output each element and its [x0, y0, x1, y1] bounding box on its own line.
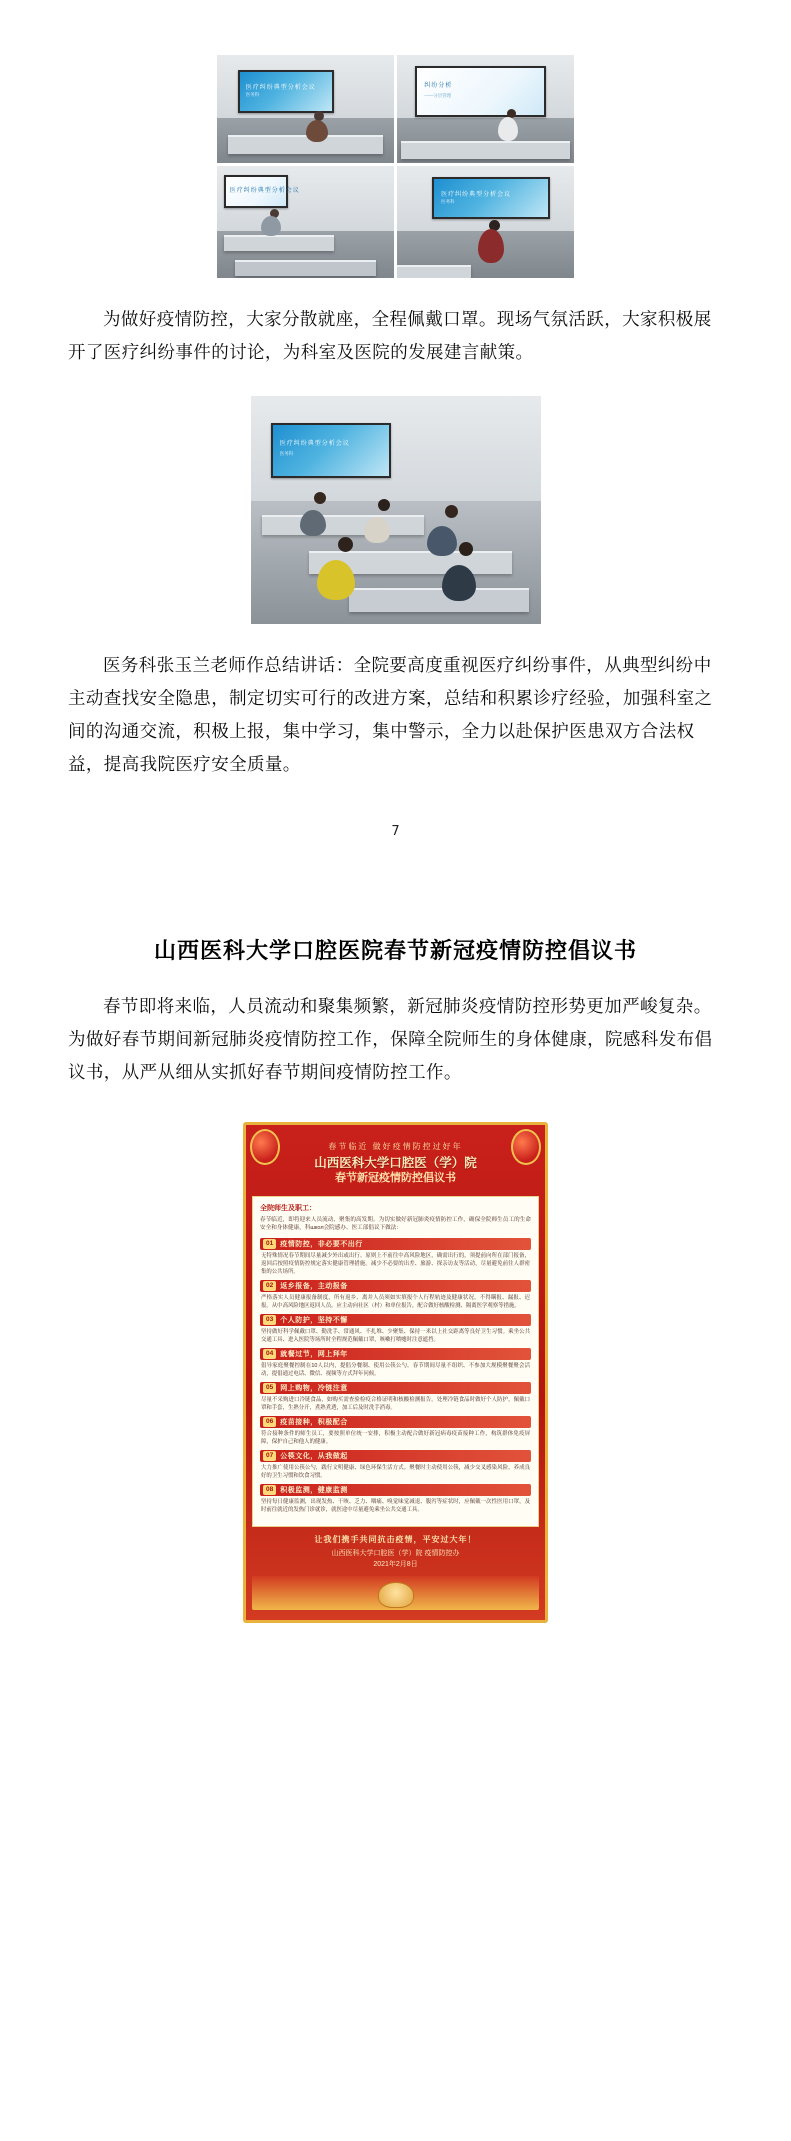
poster-body	[252, 1196, 539, 1527]
screen-sub-2: ——分层管理	[424, 92, 452, 98]
poster-item	[260, 1484, 531, 1514]
poster-salutation: 全院师生及职工：	[260, 1205, 316, 1212]
poster-item-number: 07	[263, 1451, 276, 1461]
screen-title-single: 医疗纠纷典型分析会议	[279, 441, 350, 448]
meeting-photo-top-left	[217, 55, 394, 163]
poster-item-title: 返乡报备，主动报备	[280, 1282, 348, 1290]
poster-item	[260, 1416, 531, 1446]
poster-title-line2: 春节新冠疫情防控倡议书	[335, 1172, 456, 1184]
poster-slogan: 让我们携手共同抗击疫情，平安过大年！	[314, 1534, 477, 1544]
poster-header	[252, 1131, 539, 1190]
poster-item-text: 倡导家庭聚餐控制在10人以内，提倡分餐制、使用公筷公勺。春节期间尽量不组织、不参加大规模聚餐聚会活动，提倡通过电话、微信、视频等方式拜年问候。	[261, 1362, 530, 1377]
poster-footer	[252, 1548, 539, 1576]
poster-item	[260, 1382, 531, 1412]
paragraph-one: 为做好疫情防控，大家分散就座，全程佩戴口罩。现场气氛活跃，大家积极展开了医疗纠纷事件的讨论，为科室及医院的发展建言献策。	[68, 310, 712, 363]
poster-intro: 春节临近，即将迎来人员流动、聚集的高发期。为切实做好新冠肺炎疫情防控工作，确保全院师生员工的生命安全和身体健康，科школ会院感办、医工部倡议下做法：	[260, 1217, 531, 1232]
poster-item-text: 坚持做好科学佩戴口罩、勤洗手、常通风、不扎堆、少聚集、保持一米以上社交距离等良好卫生习惯。乘坐公共交通工具、进入医院等场所时全程规范佩戴口罩，咳嗽打喷嚏时注意遮挡。	[261, 1328, 530, 1343]
poster-item-text: 符合接种条件的师生员工，要按照单位统一安排，积极主动配合做好新冠病毒疫苗接种工作，构筑群体免疫屏障，保护自己和他人的健康。	[261, 1430, 530, 1445]
paragraph-three: 春节即将来临，人员流动和聚集频繁，新冠肺炎疫情防控形势更加严峻复杂。为做好春节期间新冠肺炎疫情防控工作，保障全院师生的身体健康，院感科发布倡议书，从严从细从实抓好春节期间疫情防控工作。	[68, 997, 713, 1083]
poster-footer-org: 山西医科大学口腔医（学）院 疫情防控办	[331, 1549, 460, 1557]
paragraph-two: 医务科张玉兰老师作总结讲话：全院要高度重视医疗纠纷事件，从典型纠纷中主动查找安全隐患，制定切实可行的改进方案，总结和积累诊疗经验，加强科室之间的沟通交流，积极上报，集中学习，集中警示，全力以赴保护医患双方合法权益，提高我院医疗安全质量。	[68, 656, 713, 775]
poster-item-text: 严格落实人员健康报备制度，所有返乡、离并人员须如实填报个人行程轨迹及健康状况，不得瞒报、漏报、迟报。从中高风险地区返回人员，应主动向社区（村）和单位报告，配合做好核酸检测、隔离医学观察等措施。	[261, 1294, 530, 1309]
poster-item-title: 公筷文化，从我做起	[280, 1452, 348, 1460]
photo-grid-section	[0, 0, 791, 278]
screen-title-3: 医疗纠纷典型分析会议	[229, 187, 300, 194]
poster-item	[260, 1280, 531, 1310]
poster-title-line1: 山西医科大学口腔医（学）院	[314, 1156, 477, 1170]
poster-kicker: 春节临近 做好疫情防控过好年	[328, 1142, 463, 1151]
poster-item	[260, 1314, 531, 1344]
meeting-photo-top-right	[397, 55, 574, 163]
screen-title-2: 纠纷分析	[424, 83, 453, 90]
poster-item-number: 06	[263, 1417, 276, 1427]
ox-mascot-icon	[378, 1582, 414, 1608]
poster-item-title: 疫情防控，非必要不出行	[280, 1240, 363, 1248]
poster-item-text: 无特殊情况春节期间尽量减少外出或出行。原则上不前往中高风险地区，确需出行的，须提前向所在部门报备，返回后按照疫情防控规定落实健康管理措施。减少不必要的出差、旅游、探亲访友等活动，尽量避免前往人群密集的公共场所。	[261, 1252, 530, 1275]
lantern-icon-right	[511, 1129, 541, 1165]
screen-sub-1: 医务科	[245, 92, 260, 98]
screen-sub-single: 医务科	[279, 451, 294, 457]
single-photo-section	[0, 370, 791, 624]
poster-item-number: 01	[263, 1239, 276, 1249]
poster-item-title: 就餐过节，网上拜年	[280, 1350, 348, 1358]
poster-item-text: 坚持每日健康监测，出现发热、干咳、乏力、咽痛、嗅觉味觉减退、腹泻等症状时，应佩戴一次性医用口罩，及时前往就近的发热门诊就诊，就医途中尽量避免乘坐公共交通工具。	[261, 1498, 530, 1513]
poster-item	[260, 1348, 531, 1378]
poster-item-title: 疫苗接种，积极配合	[280, 1418, 348, 1426]
page-number: 7	[391, 824, 400, 839]
poster-item-number: 08	[263, 1485, 276, 1495]
poster-item-title: 积极监测，健康监测	[280, 1486, 348, 1494]
poster-item-text: 大力推广使用公筷公勺，践行文明健康、绿色环保生活方式。聚餐时主动使用公筷，减少交叉感染风险，养成良好的卫生习惯和饮食习惯。	[261, 1464, 530, 1479]
poster-item	[260, 1238, 531, 1276]
poster-item-number: 04	[263, 1349, 276, 1359]
meeting-photo-bottom-left	[217, 166, 394, 278]
poster-item	[260, 1450, 531, 1480]
screen-title-1: 医疗纠纷典型分析会议	[245, 85, 316, 92]
poster-footer-date: 2021年2月8日	[373, 1560, 418, 1568]
screen-sub-4: 医务科	[441, 198, 455, 204]
meeting-photo-bottom-right	[397, 166, 574, 278]
classroom-audience-photo	[251, 396, 541, 624]
lantern-icon-left	[250, 1129, 280, 1165]
poster-item-number: 03	[263, 1315, 276, 1325]
poster-item-number: 02	[263, 1281, 276, 1291]
screen-title-4: 医疗纠纷典型分析会议	[441, 192, 512, 199]
poster-item-title: 个人防护，坚持不懈	[280, 1316, 348, 1324]
section-title: 山西医科大学口腔医院春节新冠疫情防控倡议书	[153, 939, 637, 964]
poster-section	[0, 1090, 791, 1663]
poster-item-number: 05	[263, 1383, 276, 1393]
poster-item-text: 尽量不采购进口冷链食品，如购买需查验检疫合格证明和核酸检测报告。处理冷链食品时做好个人防护，佩戴口罩和手套，生熟分开，煮熟煮透，加工后及时洗手消毒。	[261, 1396, 530, 1411]
poster-item-title: 网上购物，冷链注意	[280, 1384, 348, 1392]
epidemic-prevention-poster	[243, 1122, 548, 1623]
meeting-photo-grid	[217, 55, 574, 278]
poster-footer-decoration	[252, 1576, 539, 1610]
